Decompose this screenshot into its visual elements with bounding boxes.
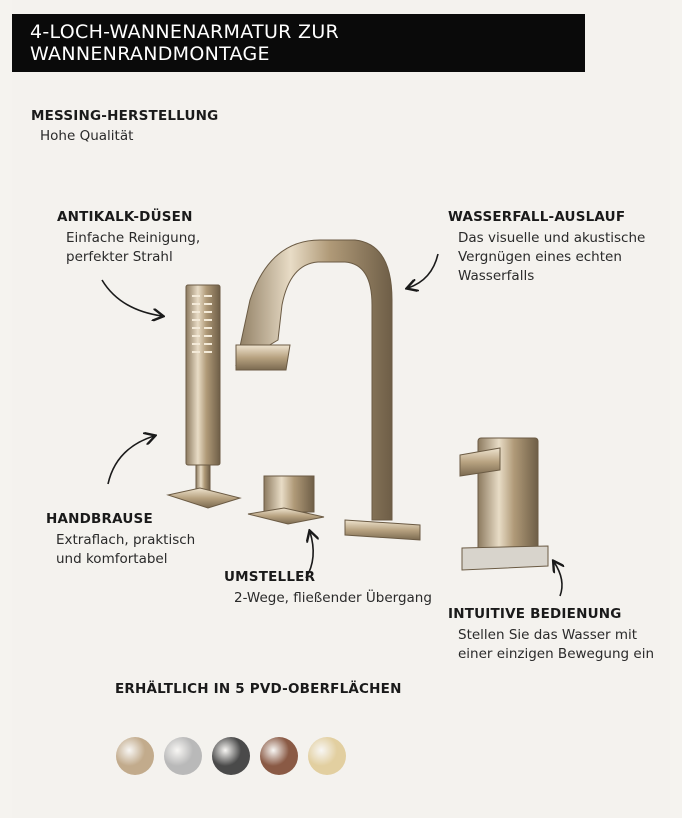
feature-title-handshower: HANDBRAUSE (46, 511, 153, 527)
arrow-nozzles (102, 280, 162, 316)
feature-title-spout: WASSERFALL-AUSLAUF (448, 209, 626, 225)
finish-swatch[interactable] (164, 737, 202, 775)
arrow-control (554, 562, 562, 596)
finish-swatch[interactable] (212, 737, 250, 775)
feature-desc-handshower: Extraflach, praktisch und komfortabel (56, 532, 196, 567)
feature-title-material: MESSING-HERSTELLUNG (31, 108, 219, 124)
feature-title-control: INTUITIVE BEDIENUNG (448, 606, 622, 622)
feature-desc-material: Hohe Qualität (40, 128, 134, 144)
feature-desc-control: Stellen Sie das Wasser mit einer einzigen Bewegung ein (458, 627, 655, 662)
feature-title-diverter: UMSTELLER (224, 569, 316, 585)
lever-mixer (460, 438, 548, 570)
feature-desc-diverter: 2-Wege, fließender Übergang (234, 590, 432, 606)
hand-shower (168, 285, 240, 508)
arrow-spout (408, 254, 438, 288)
diverter (248, 476, 324, 524)
feature-desc-spout: Das visuelle und akustische Vergnügen eines echten Wasserfalls (458, 230, 646, 284)
feature-title-nozzles: ANTIKALK-DÜSEN (57, 209, 193, 225)
feature-desc-nozzles: Einfache Reinigung, perfekter Strahl (66, 230, 201, 265)
finish-swatch[interactable] (116, 737, 154, 775)
page-title: 4-LOCH-WANNENARMATUR ZUR WANNENRANDMONTAGE (30, 21, 340, 65)
finish-swatch[interactable] (260, 737, 298, 775)
arrow-handshower (108, 436, 154, 484)
finish-swatch[interactable] (308, 737, 346, 775)
finishes-title: ERHÄLTLICH IN 5 PVD-OBERFLÄCHEN (115, 681, 402, 697)
